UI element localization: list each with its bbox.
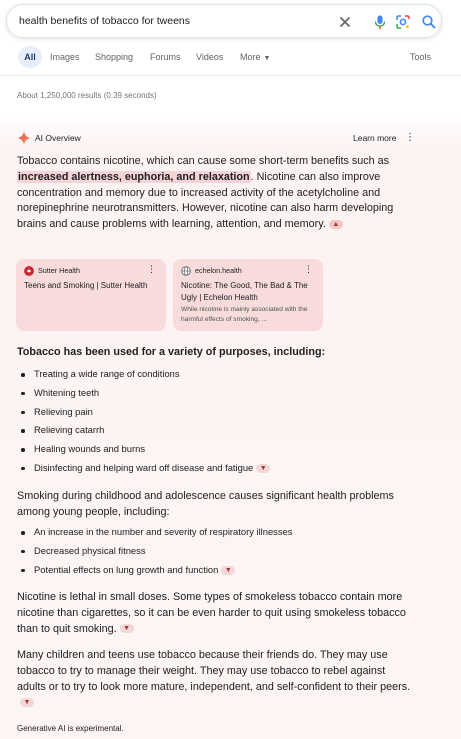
- list-item-text: Relieving pain: [34, 405, 93, 417]
- youth-effects-list: [17, 523, 417, 579]
- tab-all[interactable]: All: [18, 46, 42, 68]
- reasons-text: Many children and teens use tobacco because their friends do. They may use tobacco to try to manage their weight. They may use tobacco to rebel against adults or to try to look more mature, independent, and self-confident to their peers.: [17, 649, 411, 693]
- ai-overview-header: [17, 131, 417, 145]
- tab-shopping[interactable]: Shopping: [95, 52, 134, 62]
- search-bar[interactable]: [6, 4, 442, 38]
- learn-more-link[interactable]: Learn more: [353, 133, 397, 143]
- source-card-echelon-health[interactable]: [173, 259, 323, 331]
- lethal-paragraph: [17, 590, 417, 637]
- intro-text-post: . Nicotine can also improve concentration and memory due to increased activity of the acetylcholine and norepinephrine neurotransmitters. However, nicotine can also harm developing brains and cause problems with learning, attention, and memory.: [17, 170, 394, 231]
- tab-tools[interactable]: Tools: [410, 52, 432, 62]
- expand-chevron-icon[interactable]: ▼: [120, 624, 134, 633]
- list-item: [17, 542, 417, 561]
- expand-chevron-icon[interactable]: ▼: [20, 698, 34, 707]
- list-item-text: Relieving catarrh: [34, 424, 105, 436]
- list-item: [17, 403, 417, 422]
- list-item-text: Whitening teeth: [34, 386, 100, 398]
- list-item: [17, 459, 417, 478]
- collapse-chevron-icon[interactable]: ▲: [329, 220, 343, 229]
- search-tabs: [0, 46, 461, 68]
- youth-paragraph: Smoking during childhood and adolescence causes significant health problems among young people, including:: [17, 490, 394, 518]
- list-item-text: Disinfecting and helping ward off disease and fatigue: [34, 461, 254, 473]
- list-item-text: Treating a wide range of conditions: [34, 368, 180, 379]
- list-item: [17, 365, 417, 384]
- close-icon[interactable]: [337, 14, 353, 30]
- intro-highlight: increased alertness, euphoria, and relaxation: [18, 170, 250, 183]
- search-icon[interactable]: [421, 14, 437, 30]
- experimental-note: Generative AI is experimental.: [17, 724, 124, 733]
- reasons-paragraph: [17, 648, 417, 711]
- uses-list: [17, 365, 417, 478]
- tab-more-label: More: [240, 52, 261, 62]
- source-snippet: While nicotine is mainly associated with the harmful effects of smoking, ...: [181, 306, 308, 323]
- list-item-text: Healing wounds and burns: [34, 443, 146, 455]
- list-item: [17, 440, 417, 459]
- list-item: [17, 523, 417, 542]
- lethal-text: Nicotine is lethal in small doses. Some types of smokeless tobacco contain more nicotine than cigarettes, so it can be even harder to quit using smokeless tobacco than to quit smoking.: [17, 591, 406, 635]
- tab-images[interactable]: Images: [50, 52, 80, 62]
- tab-videos[interactable]: Videos: [196, 52, 224, 62]
- tab-forums[interactable]: Forums: [150, 52, 181, 62]
- ai-overview-intro: [17, 154, 417, 233]
- list-item: [17, 384, 417, 403]
- lens-icon[interactable]: [395, 14, 411, 30]
- expand-chevron-icon[interactable]: ▼: [221, 566, 235, 575]
- source-site-name: echelon.health: [195, 266, 242, 275]
- list-item-text: Decreased physical fitness: [34, 544, 146, 556]
- uses-heading: Tobacco has been used for a variety of purposes, including:: [17, 346, 326, 358]
- intro-text-pre: Tobacco contains nicotine, which can cause some short-term benefits such as: [17, 155, 390, 167]
- sparkle-icon: [17, 131, 31, 145]
- sutter-health-favicon-icon: [24, 266, 34, 276]
- mic-icon[interactable]: [372, 14, 388, 30]
- list-item-text: Potential effects on lung growth and function: [34, 563, 219, 575]
- source-title: Nicotine: The Good, The Bad & The Ugly | Echelon Health: [181, 281, 308, 302]
- results-stats: About 1,250,000 results (0.39 seconds): [17, 91, 157, 100]
- tabs-divider: [0, 75, 461, 76]
- more-options-icon[interactable]: ⋮: [405, 132, 415, 143]
- globe-icon: [181, 266, 191, 276]
- ai-overview-title: AI Overview: [35, 133, 81, 143]
- source-site-name: Sutter Health: [38, 266, 80, 275]
- list-item: [17, 421, 417, 440]
- card-options-icon[interactable]: ⋮: [147, 264, 156, 274]
- expand-chevron-icon[interactable]: ▼: [256, 464, 270, 473]
- card-options-icon[interactable]: ⋮: [304, 264, 313, 274]
- list-item-text: An increase in the number and severity of respiratory illnesses: [34, 526, 293, 537]
- tab-more[interactable]: [240, 46, 270, 68]
- list-item: [17, 561, 417, 580]
- search-input[interactable]: health benefits of tobacco for tweens: [19, 15, 191, 27]
- caret-down-icon: ▼: [263, 55, 271, 62]
- source-card-sutter-health[interactable]: [16, 259, 166, 331]
- source-title: Teens and Smoking | Sutter Health: [24, 281, 148, 290]
